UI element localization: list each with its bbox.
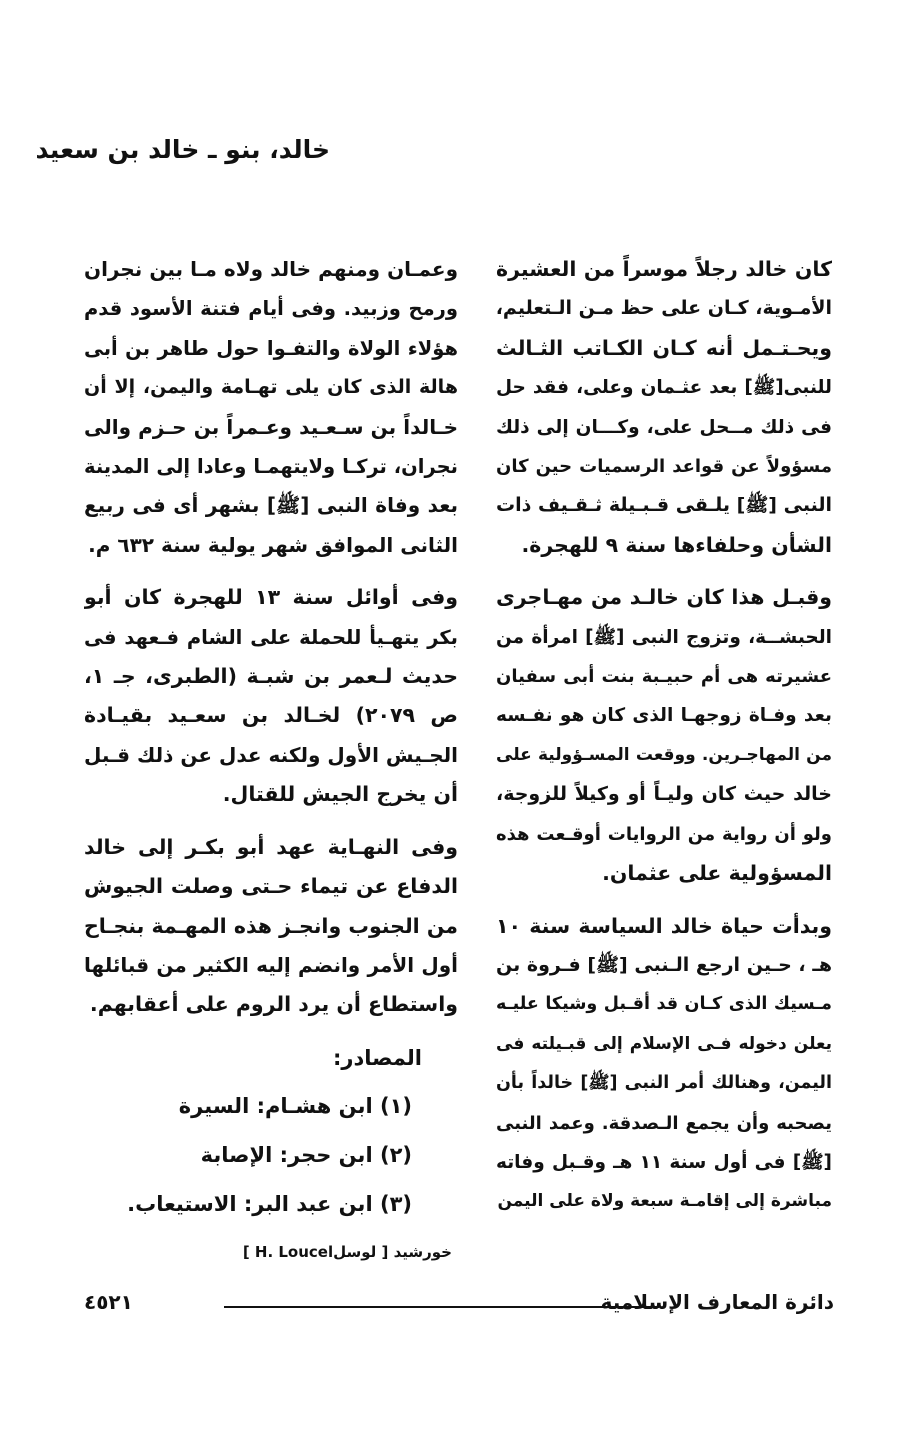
footer-publication-title: دائرة المعارف الإسلامية	[600, 1290, 834, 1314]
text-line: للنبى[ﷺ] بعد عثـمان وعلى، فقد حل	[496, 377, 832, 399]
text-line: هؤلاء الولاة والتفـوا حول طاهر بن أبى	[84, 336, 458, 360]
paragraph	[496, 250, 832, 565]
paragraph	[496, 907, 832, 1222]
text-line: الدفاع عن تيماء حـتى وصلت الجيوش	[84, 874, 458, 899]
text-line: يعلن دخوله فـى الإسلام إلى قبـيلته فى	[496, 1033, 832, 1054]
paragraph	[84, 250, 458, 565]
text-line: أول الأمر وانضم إليه الكثير من قبائلها	[84, 952, 458, 977]
text-line: مباشرة إلى إقامـة سبعة ولاة على اليمن	[497, 1191, 832, 1212]
sources-list	[84, 1082, 458, 1229]
sources-heading: المصادر:	[332, 1045, 422, 1070]
text-line: وفى أوائل سنة ١٣ للهجرة كان أبو	[84, 585, 458, 610]
article-author: خورشيد [ لوسلH. Loucel ]	[242, 1242, 452, 1261]
text-line: وفى النهـاية عهد أبو بكـر إلى خالد	[84, 834, 458, 859]
text-line: [ﷺ] فى أول سنة ١١ هـ وقـبل وفاته	[496, 1151, 832, 1173]
paragraph	[84, 578, 458, 814]
text-line: وعمـان ومنهم خالد ولاه مـا بين نجران	[84, 257, 458, 281]
text-line: النبى [ﷺ] يلـقى قـبـيلة ثـقـيف ذات	[496, 494, 832, 517]
text-line: الحبشــة، وتزوج النبى [ﷺ] امرأة من	[496, 626, 832, 648]
text-line: بعد وفاة النبى [ﷺ] بشهر أى فى ربيع	[84, 493, 458, 518]
text-line: المسؤولية على عثمان.	[602, 861, 832, 886]
footer-divider	[224, 1306, 659, 1308]
text-line: مسؤولاً عن قواعد الرسميات حين كان	[496, 456, 832, 478]
text-line: الثانى الموافق شهر يولية سنة ٦٣٢ م.	[88, 532, 458, 557]
text-line: واستطاع أن يرد الروم على أعقابهم.	[89, 992, 458, 1017]
text-line: بكر يتهـيأ للحملة على الشام فـعهد فى	[84, 625, 458, 649]
text-line: أن يخرج الجيش للقتال.	[222, 782, 458, 807]
text-line: كان خالد رجلاً موسراً من العشيرة	[496, 257, 832, 281]
text-line: وقبـل هذا كان خالـد من مهـاجرى	[496, 585, 832, 610]
text-line: من الجنوب وانجـز هذه المهـمة بنجـاح	[84, 913, 458, 938]
text-line: نجران، تركـا ولايتهمـا وعادا إلى المدينة	[84, 455, 458, 479]
right-column	[496, 250, 832, 1235]
text-line: الجـيش الأول ولكنه عدل عن ذلك قـبل	[84, 742, 458, 767]
text-line: ويحـتـمل أنه كـان الكـاتب الثـالث	[496, 335, 832, 360]
text-line: الشأن وحلفاءها سنة ٩ للهجرة.	[521, 532, 832, 557]
text-line: هالة الذى كان يلى تهـامة واليمن، إلا أن	[84, 376, 458, 399]
text-line: خـالداً بن سـعـيد وعـمراً بن حـزم والى	[84, 414, 458, 439]
text-line: فى ذلك مــحل على، وكـــان إلى ذلك	[496, 416, 832, 438]
paragraph	[496, 578, 832, 893]
text-line: ورمح وزبيد. وفى أيام فتنة الأسود قدم	[84, 297, 458, 321]
text-line: حديث لـعمر بن شبـة (الطبرى، جـ ١،	[84, 664, 458, 689]
source-item: (٢) ابن حجر: الإصابة	[200, 1142, 412, 1167]
text-line: وبدأت حياة خالد السياسة سنة ١٠	[496, 913, 832, 938]
running-header: خالد، بنو ـ خالد بن سعيد	[35, 135, 330, 164]
text-line: خالد حيث كان وليـاً أو وكيلاً للزوجة،	[496, 783, 832, 806]
text-line: عشيرته هى أم حبيـبة بنت أبى سفيان	[496, 666, 832, 688]
text-line: بعد وفـاة زوجهـا الذى كان هو نفـسه	[496, 705, 832, 727]
text-line: من المهاجـرين. ووقعت المسـؤولية على	[496, 744, 832, 765]
text-line: الأمـوية، كـان على حظ مـن الـتعليم،	[496, 297, 832, 320]
source-item: (٣) ابن عبد البر: الاستيعاب.	[127, 1191, 412, 1216]
text-line: ص ٢٠٧٩) لخـالد بن سعـيد بقيـادة	[84, 703, 458, 728]
text-line: هـ ، حـين ارجع الـنبى [ﷺ] فـروة بن	[496, 953, 832, 976]
left-column	[84, 250, 458, 1267]
text-line: ولو أن رواية من الروايات أوقـعت هذه	[496, 823, 832, 845]
text-line: يصحبه وأن يجمع الـصدقة. وعمد النبى	[496, 1112, 832, 1134]
paragraph	[84, 828, 458, 1025]
page-number: ٤٥٢١	[84, 1290, 133, 1314]
source-item: (١) ابن هشـام: السيرة	[178, 1093, 412, 1118]
page-footer	[84, 1284, 834, 1324]
text-line: مـسيك الذى كـان قد أقـبل وشيكا عليـه	[496, 994, 832, 1015]
text-line: اليمن، وهنالك أمر النبى [ﷺ] خالداً بأن	[496, 1073, 832, 1094]
